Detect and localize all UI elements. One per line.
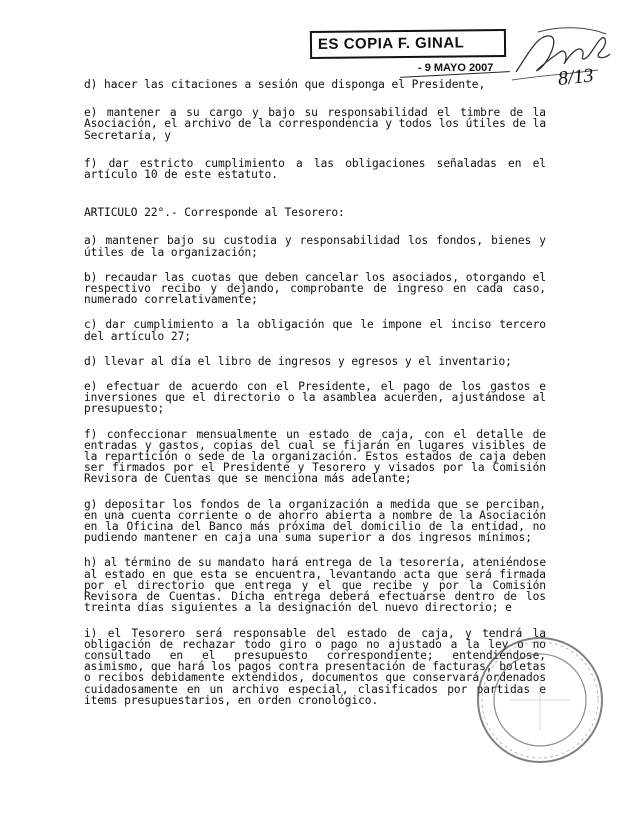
paragraph-f: f) confeccionar mensualmente un estado de caja, con el detalle de entradas y gastos, copias del cual se fijarán en lugares visibles de la repartición o sede de la organización. Estos estados de caja deben ser firmados por el Presidente y Tesorero y visados por la Comisión Revisora de Cuentas que se menciona más adelante; [84, 427, 546, 486]
document-body [84, 79, 546, 706]
paragraph-f-secretary: f) dar estricto cumplimiento a las obligaciones señaladas en el artículo 10 de este estatuto. [84, 156, 546, 182]
paragraph-e: e) efectuar de acuerdo con el Presidente, el pago de los gastos e inversiones que el directorio o la asamblea acuerden, ajustándose al presupuesto; [84, 380, 546, 416]
paragraph-c: c) dar cumplimiento a la obligación que le impone el inciso tercero del artículo 27; [84, 318, 546, 343]
folio-number: 8/13 [556, 64, 595, 91]
organization-seal [470, 630, 610, 770]
paragraph-i: i) el Tesorero será responsable del estado de caja, y tendrá la obligación de rechazar todo giro o pago no ajustado a la ley o no consultado en el presupuesto correspondiente; entendiéndose, asimismo, que hará los pagos contra presentación de facturas, boletas o recibos debidamente extendidos, documentos que conservará ordenados cuidadosamente en un archivo especial, clasificados por partidas e items presupuestarios, en orden cronológico. [84, 626, 546, 707]
paragraph-e-secretary: e) mantener a su cargo y bajo su responsabilidad el timbre de la Asociación, el archivo de la correspondencia y todos los útiles de la Secretaría, y [84, 106, 546, 142]
paragraph-d: d) llevar al día el libro de ingresos y egresos y el inventario; [84, 354, 512, 368]
stamp-date: - 9 MAYO 2007 [418, 62, 494, 74]
paragraph-h: h) al término de su mandato hará entrega de la tesorería, ateniéndose al estado en que esta se encuentra, levantando acta que será firmada por el directorio que entrega y el que recibe y por la Comisión Revisora de Cuentas. Dicha entrega deberá efectuarse dentro de los treinta días siguientes a la designación del nuevo directorio; e [84, 556, 546, 615]
certified-copy-stamp: ES COPIA F. GINAL [310, 29, 506, 59]
paragraph-g: g) depositar los fondos de la organización a medida que se perciban, en una cuenta corriente o de ahorro abierta a nombre de la Asociación en la Oficina del Banco más próxima del domicilio de la entidad, no pudiendo mantener en caja una suma superior a dos ingresos mínimos; [84, 497, 546, 545]
paragraph-b: b) recaudar las cuotas que deben cancelar los asociados, otorgando el respectivo recibo y dejando, comprobante de ingreso en cada caso, numerado correlativamente; [84, 270, 546, 307]
paragraph-a: a) mantener bajo su custodia y responsabilidad los fondos, bienes y útiles de la organización; [84, 234, 546, 259]
article-heading: ARTICULO 22°.- Corresponde al Tesorero: [84, 206, 345, 220]
paragraph-d-secretary: d) hacer las citaciones a sesión que disponga el Presidente, [84, 78, 486, 91]
